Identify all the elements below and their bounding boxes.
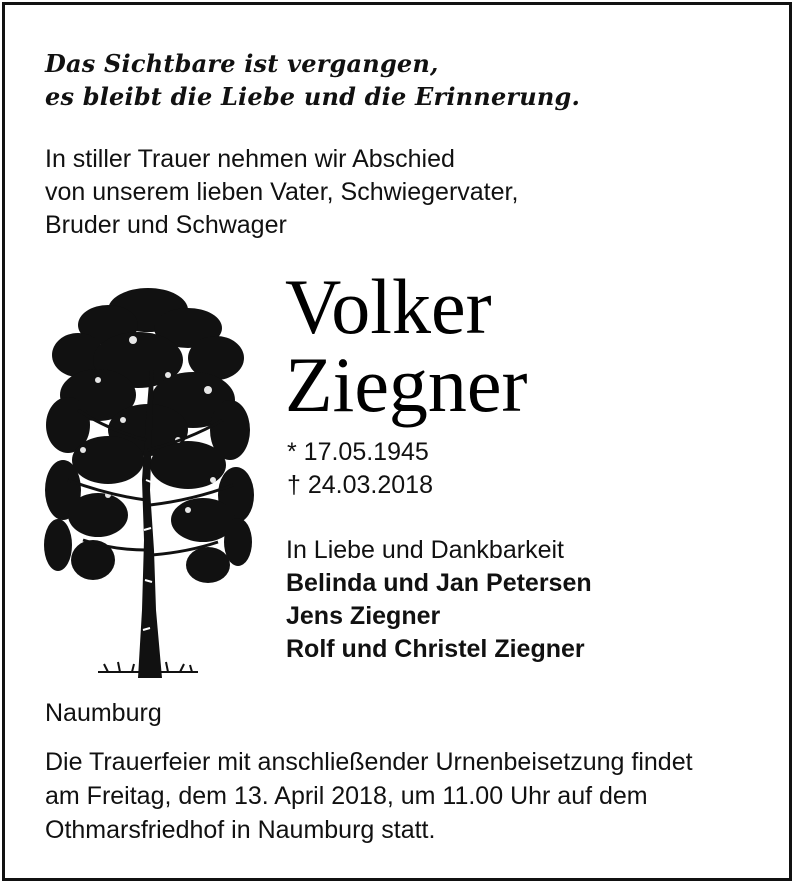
funeral-service-notice [45, 745, 693, 847]
life-dates [287, 436, 433, 502]
first-name: Volker [285, 263, 492, 350]
birth-date: * 17.05.1945 [287, 438, 429, 466]
mourner-name: Belinda und Jan Petersen [286, 569, 592, 597]
motto-line: Das Sichtbare ist vergangen, [45, 49, 439, 78]
death-date: † 24.03.2018 [287, 471, 433, 499]
mourners-heading: In Liebe und Dankbarkeit [286, 536, 564, 564]
deceased-name [285, 263, 528, 428]
motto-line: es bleibt die Liebe und die Erinnerung. [45, 82, 581, 111]
intro-text [45, 143, 518, 242]
mourners-block [286, 534, 592, 666]
mourner-name: Rolf und Christel Ziegner [286, 635, 585, 663]
intro-line: von unserem lieben Vater, Schwiegervater, [45, 178, 519, 206]
mourner-name: Jens Ziegner [286, 602, 441, 630]
service-line: Othmarsfriedhof in Naumburg statt. [45, 816, 436, 844]
place-name: Naumburg [45, 699, 162, 727]
birch-tree-icon [38, 280, 256, 678]
service-line: Die Trauerfeier mit anschließender Urnenbeisetzung findet [45, 748, 693, 776]
intro-line: Bruder und Schwager [45, 211, 287, 239]
intro-line: In stiller Trauer nehmen wir Abschied [45, 145, 455, 173]
motto [45, 47, 580, 113]
last-name: Ziegner [285, 341, 528, 428]
service-line: am Freitag, dem 13. April 2018, um 11.00 Uhr auf dem [45, 782, 648, 810]
